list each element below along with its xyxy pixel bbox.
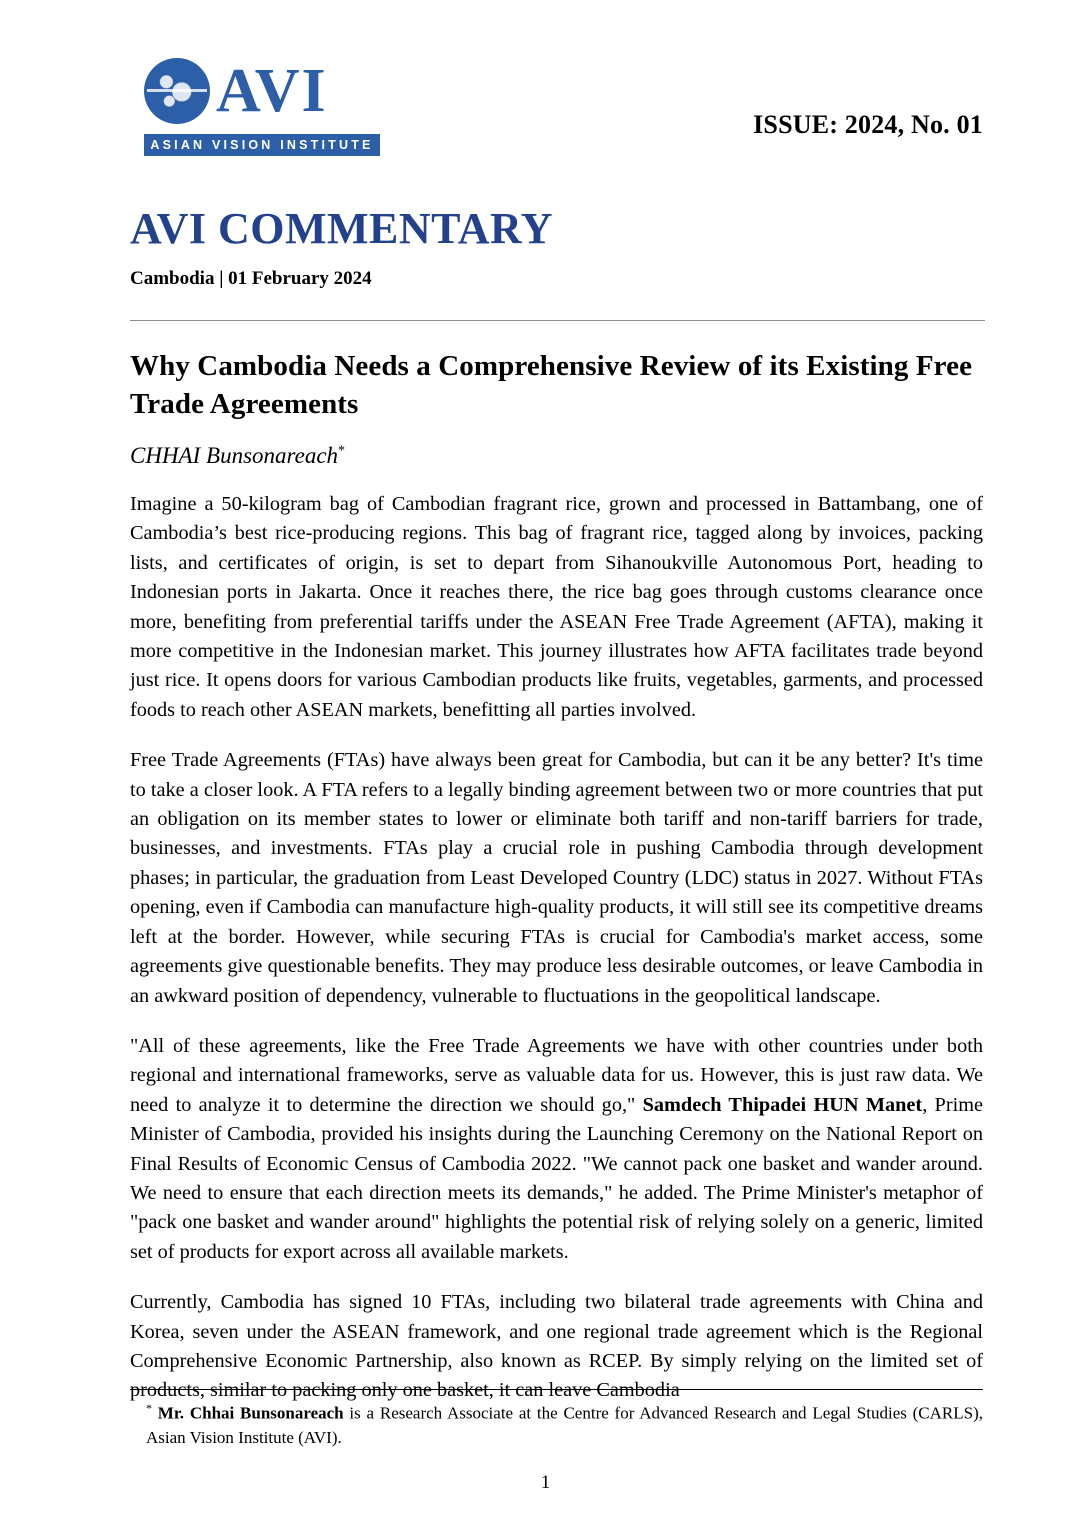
author-name: CHHAI Bunsonareach <box>130 443 339 468</box>
page-number: 1 <box>540 1472 551 1493</box>
quote-before: "All of these agreements, like the Free Trade Agreements we have with other countries under both regional and international frameworks, serve as valuable data for us. However, this is just raw data. We need to analyze it to determine the direction we should go," <box>130 1034 983 1116</box>
quote-speaker: Samdech Thipadei HUN Manet <box>642 1093 923 1116</box>
footnote-author: Mr. Chhai Bunsonareach <box>157 1404 344 1423</box>
logo-wordmark: AVI <box>216 57 328 125</box>
issue-label: ISSUE: 2024, No. 01 <box>753 110 983 139</box>
article-title: Why Cambodia Needs a Comprehensive Review of its Existing Free Trade Agreements <box>130 350 973 420</box>
globe-icon <box>144 58 210 124</box>
footnote-description: is a Research Associate at the Centre for Advanced Research and Legal Studies (CARLS), Asian Vision Institute (AVI). <box>146 1404 984 1447</box>
paragraph-1: Imagine a 50-kilogram bag of Cambodian fragrant rice, grown and processed in Battambang, one of Cambodia’s best rice-producing regions. This bag of fragrant rice, tagged along by invoices, packing lists, and certificates of origin, is set to depart from Sihanoukville Autonomous Port, heading to Indonesian ports in Jakarta. Once it reaches there, the rice bag goes through customs clearance once more, benefiting from preferential tariffs under the ASEAN Free Trade Agreement (AFTA), making it more competitive in the Indonesian market. This journey illustrates how AFTA facilitates trade beyond just rice. It opens doors for various Cambodian products like fruits, vegetables, garments, and processed foods to reach other ASEAN markets, benefitting all parties involved. <box>130 493 983 721</box>
paragraph-4: Currently, Cambodia has signed 10 FTAs, including two bilateral trade agreements with China and Korea, seven under the ASEAN framework, and one regional trade agreement which is the Regional Comprehensive Economic Partnership, also known as RCEP. By simply relying on the limited set of products, similar to packing only one basket, it can leave Cambodia <box>130 1291 983 1402</box>
paragraph-2: Free Trade Agreements (FTAs) have always been great for Cambodia, but can it be any better? It's time to take a closer look. A FTA refers to a legally binding agreement between two or more countries that put an obligation on its member states to lower or eliminate both tariff and non-tariff barriers for trade, businesses, and investments. FTAs play a crucial role in pushing Cambodia through development phases; in particular, the graduation from Least Developed Country (LDC) status in 2027. Without FTAs opening, even if Cambodia can manufacture high-quality products, it will still see its competitive dreams left at the border. However, while securing FTAs is crucial for Cambodia's market access, some agreements give questionable benefits. They may produce less desirable outcomes, or leave Cambodia in an awkward position of dependency, vulnerable to fluctuations in the geopolitical landscape. <box>130 749 983 1007</box>
footnote-divider <box>130 1389 983 1390</box>
footnote-marker: * <box>146 1401 152 1416</box>
article-author <box>130 443 983 469</box>
footnote-section <box>130 1389 983 1450</box>
masthead <box>130 44 983 164</box>
logo-row <box>144 52 394 130</box>
publication-title: AVI COMMENTARY <box>130 204 554 253</box>
footnote-text <box>130 1396 983 1450</box>
paragraph-3-quote <box>130 1032 983 1267</box>
author-footnote-marker: * <box>338 443 346 459</box>
dateline: Cambodia | 01 February 2024 <box>130 268 372 289</box>
quote-after: , Prime Minister of Cambodia, provided his insights during the Launching Ceremony on the National Report on Final Results of Economic Census of Cambodia 2022. "We cannot pack one basket and wander around. We need to ensure that each direction meets its demands," he added. The Prime Minister's metaphor of "pack one basket and wander around" highlights the potential risk of relying solely on a generic, limited set of products for export across all available markets. <box>130 1093 983 1263</box>
header-divider <box>130 320 985 321</box>
logo-subtitle: ASIAN VISION INSTITUTE <box>144 134 380 156</box>
avi-logo <box>144 52 394 160</box>
